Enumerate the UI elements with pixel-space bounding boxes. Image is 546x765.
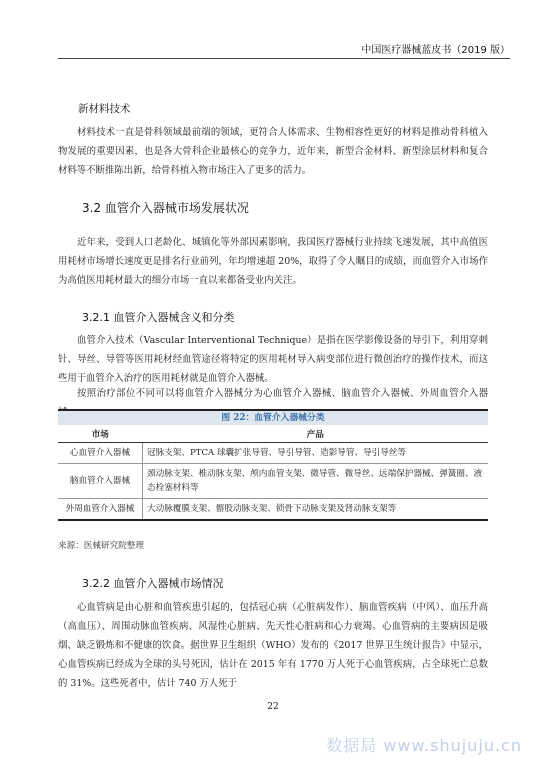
section-heading-3-2-2: 3.2.2 血管介入器械市场情况 <box>82 577 224 590</box>
page-number: 22 <box>267 702 279 712</box>
book-title: 中国医疗器械蓝皮书（2019 版） <box>361 45 510 56</box>
subhead-new-material: 新材料技术 <box>78 103 131 115</box>
section-heading-3-2-1: 3.2.1 血管介入器械含义和分类 <box>82 311 235 324</box>
market-cell: 外周血管介入器械 <box>58 499 143 521</box>
paragraph-3-2: 近年来，受到人口老龄化、城镇化等外部因素影响，我国医疗器械行业持续飞速发展，其中高值医用耗材市场增长速度更是排名行业前列，年均增速超 20%，取得了令人瞩目的成绩，而血管介入市场作为高值医用耗材最大的细分市场一直以来都备受业内关注。 <box>58 237 488 286</box>
table-header-products: 产品 <box>143 425 489 443</box>
paragraph-3-2-1-definition: 血管介入技术（Vascular Interventional Technique）是指在医学影像设备的导引下，利用穿刺针、导丝、导管等医用耗材经血管途径将特定的医用耗材导入病变部位进行微创治疗的操作技术，而这些用于血管介入治疗的医用耗材就是血管介入器械。 <box>58 335 488 384</box>
table-source: 来源：医械研究院整理 <box>58 541 144 551</box>
table-title: 图 22：血管介入器械分类 <box>58 409 488 425</box>
watermark: 数据局 www.shujuju.cn <box>326 736 522 755</box>
products-cell: 冠脉支架、PTCA 球囊扩张导管、导引导管、造影导管、导引导丝等 <box>143 443 489 464</box>
table-header-market: 市场 <box>58 425 143 443</box>
paragraph-new-material: 材料技术一直是骨科领域最前端的领域，更符合人体需求、生物相容性更好的材料是推动骨科植入物发展的重要因素，也是各大骨科企业最核心的竞争力，近年来，新型合金材料、新型涂层材料和复合材料等不断推陈出新，给骨科植入物市场注入了更多的活力。 <box>58 127 488 176</box>
table-row <box>58 499 488 521</box>
section-heading-3-2: 3.2 血管介入器械市场发展状况 <box>82 201 249 215</box>
market-cell: 脑血管介入器械 <box>58 464 143 499</box>
products-cell: 颈动脉支架、椎动脉支架、颅内血管支架、微导管、微导丝、远端保护器械、弹簧圈、液态栓塞材料等 <box>143 464 489 499</box>
table-row <box>58 443 488 464</box>
table-row <box>58 464 488 499</box>
paragraph-3-2-1-classification: 按照治疗部位不同可以将血管介入器械分为心血管介入器械、脑血管介入器械、外周血管介入器 <box>77 388 488 399</box>
products-cell: 大动脉覆膜支架、髂股动脉支架、锁骨下动脉支架及肾动脉支架等 <box>143 499 489 521</box>
header-rule <box>58 58 510 59</box>
paragraph-3-2-2: 心血管病是由心脏和血管疾患引起的，包括冠心病（心脏病发作）、脑血管疾病（中风）、血压升高（高血压）、周围动脉血管疾病、风湿性心脏病、先天性心脏病和心力衰竭。心血管病的主要病因是吸烟、缺乏锻炼和不健康的饮食。据世界卫生组织（WHO）发布的《2017 世界卫生统计报告》中显示，心血管疾病已经成为全球的头号死因，估计在 2015 年有 1770 万人死于心血管疾病，占全球死亡总数的 31%。这些死者中，估计 740 万人死于 <box>58 602 488 689</box>
market-cell: 心血管介入器械 <box>58 443 143 464</box>
classification-table <box>58 409 488 521</box>
